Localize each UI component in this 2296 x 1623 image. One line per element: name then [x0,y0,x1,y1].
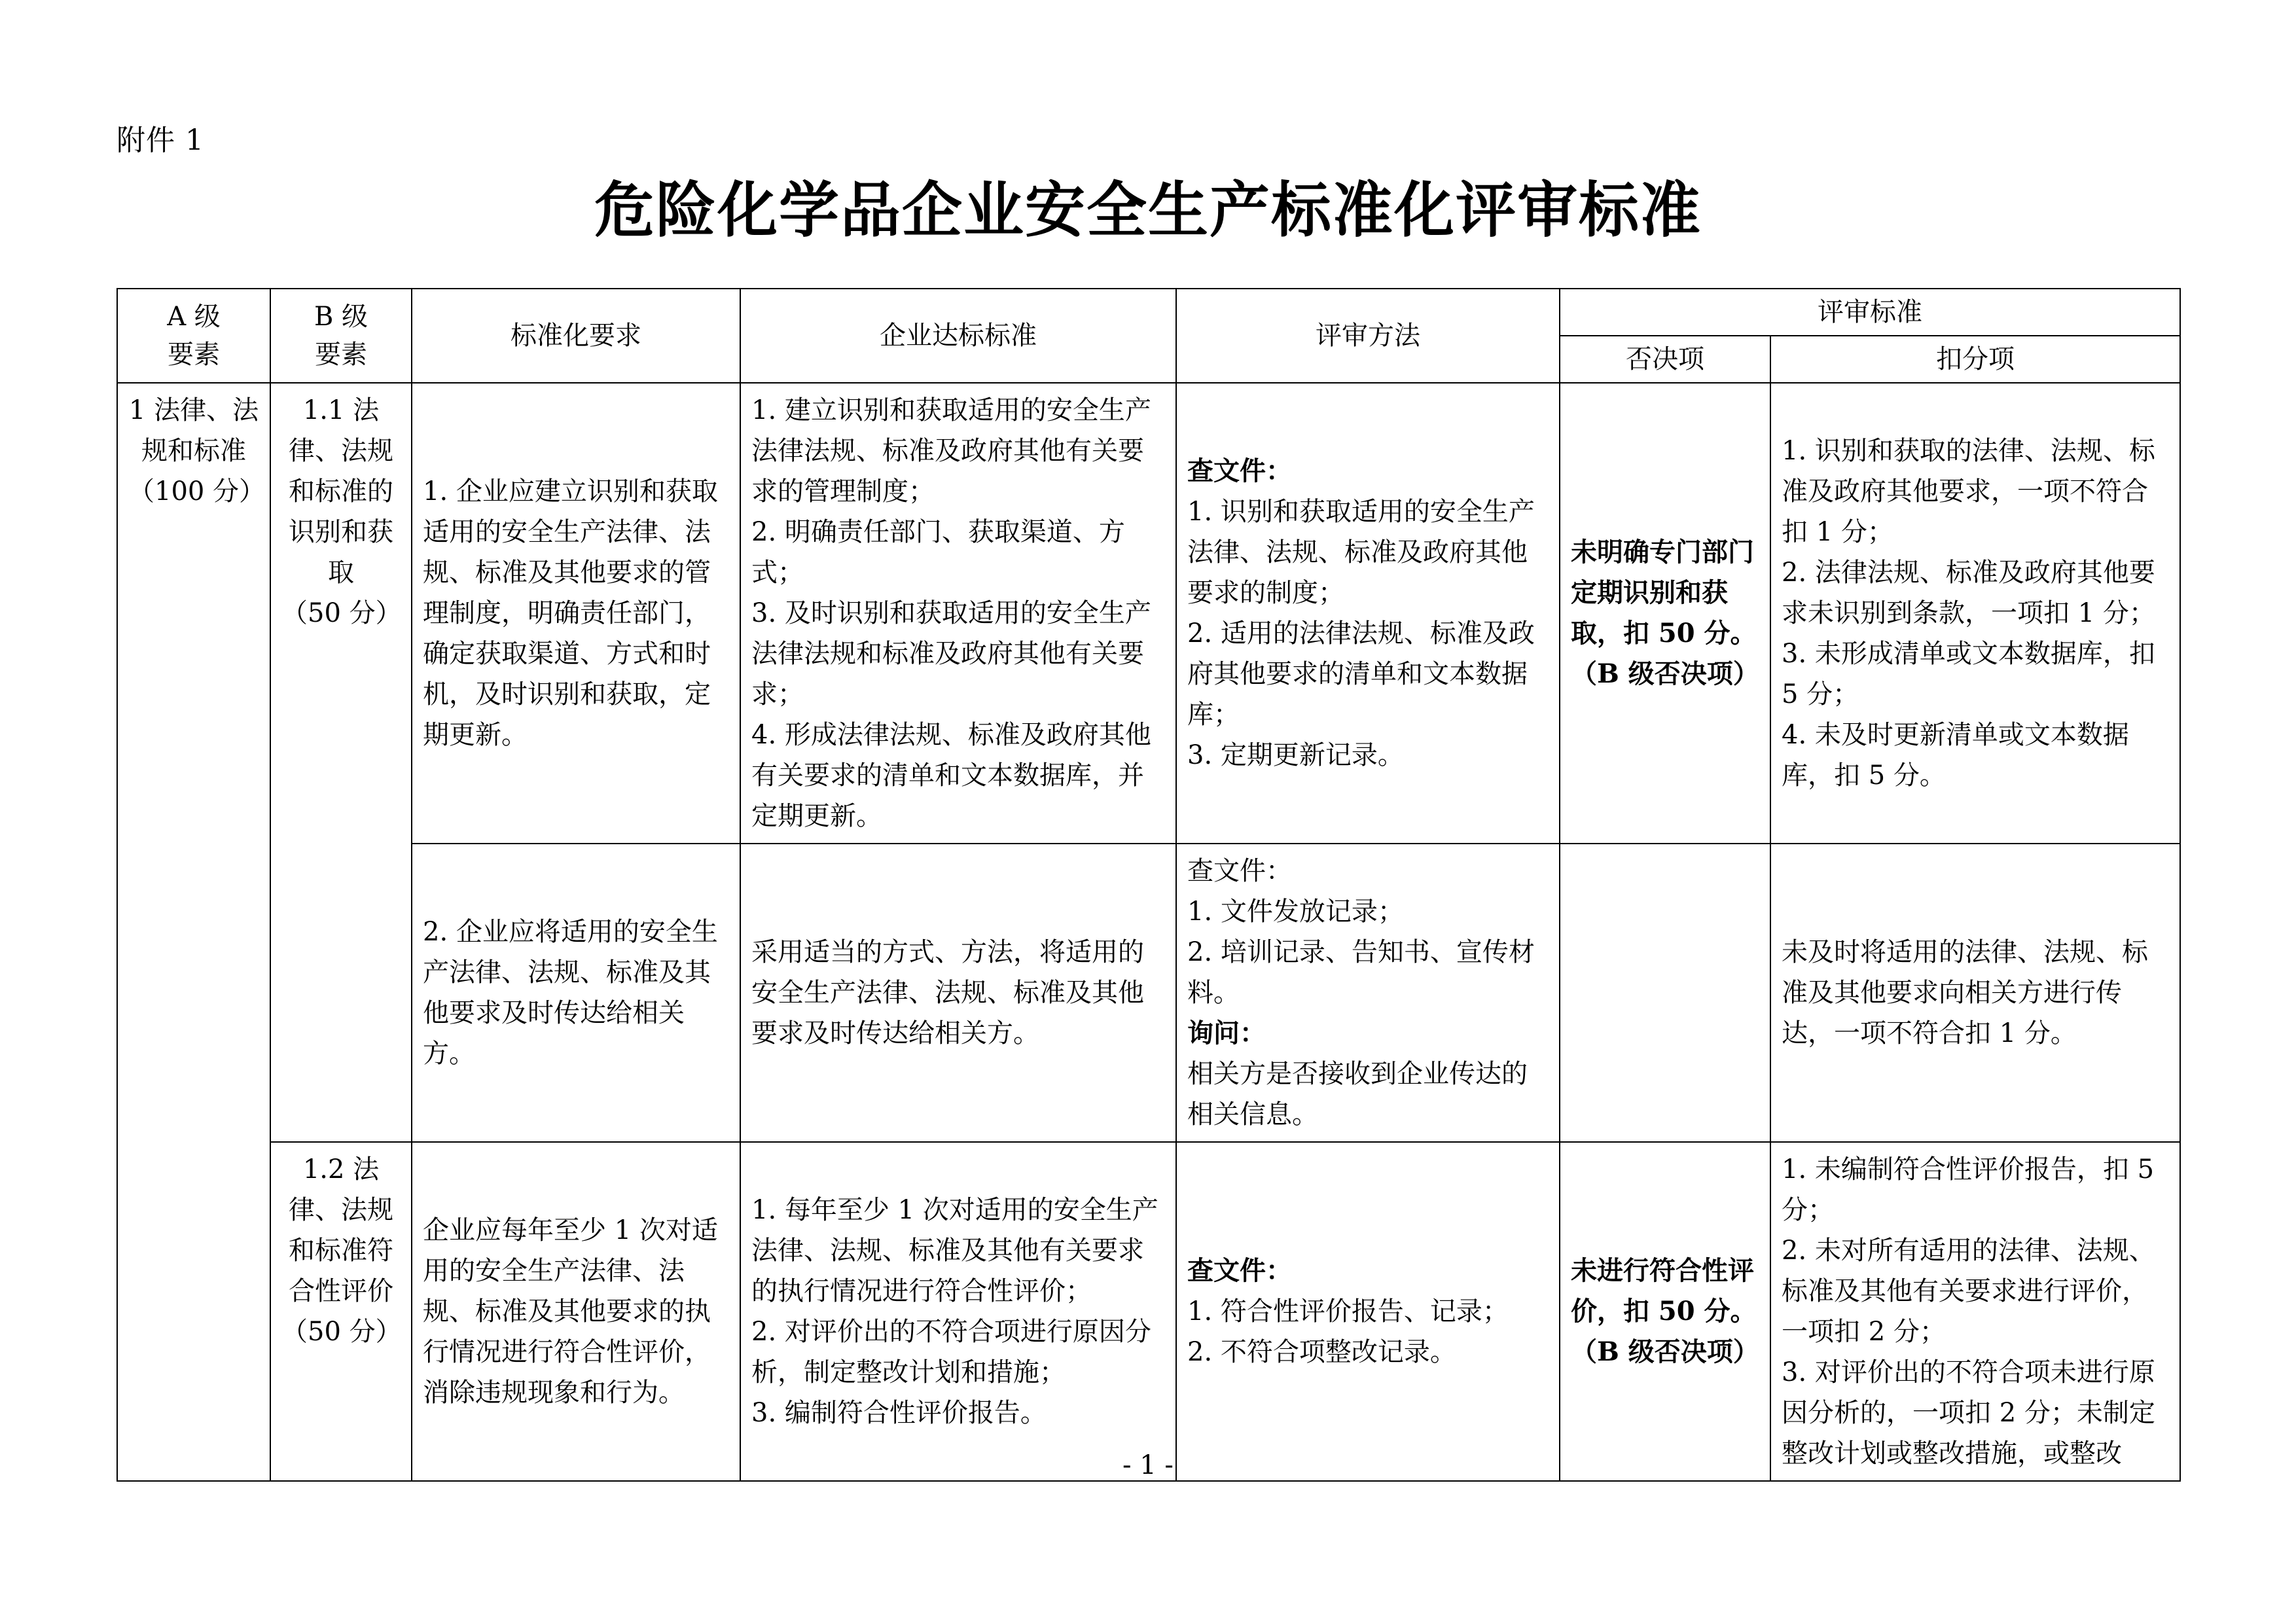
method-heading: 查文件： [1187,856,1292,886]
requirement-cell: 企业应每年至少 1 次对适用的安全生产法律、法规、标准及其他要求的执行情况进行符合性评价，消除违规现象和行为。 [412,1142,740,1481]
review-method-cell [1176,1142,1560,1481]
standard-item: 3. 及时识别和获取适用的安全生产法律法规和标准及政府其他有关要求； [751,598,1151,709]
enterprise-standard-cell [740,1142,1176,1481]
review-method-cell [1176,383,1560,844]
method-item: 3. 定期更新记录。 [1187,740,1404,770]
deduction-item: 4. 未及时更新清单或文本数据库，扣 5 分。 [1782,720,2129,791]
method-item: 2. 不符合项整改记录。 [1187,1337,1456,1367]
page-number: - 1 - [1122,1450,1174,1480]
method-item: 相关方是否接收到企业传达的相关信息。 [1187,1059,1528,1130]
header-deduction: 扣分项 [1770,336,2180,383]
method-item: 2. 培训记录、告知书、宣传材料。 [1187,937,1535,1008]
veto-cell: 未明确专门部门定期识别和获取，扣 50 分。（B 级否决项） [1560,383,1770,844]
table-row [117,844,2180,1142]
review-standard-table [117,288,2181,1482]
standard-item: 2. 对评价出的不符合项进行原因分析，制定整改计划和措施； [751,1317,1151,1387]
header-requirement: 标准化要求 [412,289,740,383]
veto-cell [1560,844,1770,1142]
document-title: 危险化学品企业安全生产标准化评审标准 [594,175,1702,245]
requirement-cell: 2. 企业应将适用的安全生产法律、法规、标准及其他要求及时传达给相关方。 [412,844,740,1142]
deduction-item: 3. 未形成清单或文本数据库，扣 5 分； [1782,639,2155,709]
deduction-item: 2. 法律法规、标准及政府其他要求未识别到条款，一项扣 1 分； [1782,558,2155,628]
deduction-item: 1. 识别和获取的法律、法规、标准及政府其他要求，一项不符合扣 1 分； [1782,436,2155,547]
deduction-cell [1770,1142,2180,1481]
header-review-method: 评审方法 [1176,289,1560,383]
deduction-cell [1770,383,2180,844]
table-row [117,1142,2180,1481]
enterprise-standard-cell [740,844,1176,1142]
table-row [117,383,2180,844]
deduction-item: 3. 对评价出的不符合项未进行原因分析的，一项扣 2 分；未制定整改计划或整改措施，或整改 [1782,1357,2155,1469]
deduction-item: 未及时将适用的法律、法规、标准及其他要求向相关方进行传达，一项不符合扣 1 分。 [1782,937,2148,1048]
veto-cell: 未进行符合性评价，扣 50 分。（B 级否决项） [1560,1142,1770,1481]
method-heading: 查文件： [1187,455,1292,486]
deduction-item: 2. 未对所有适用的法律、法规、标准及其他有关要求进行评价，一项扣 2 分； [1782,1236,2155,1347]
deduction-item: 1. 未编制符合性评价报告，扣 5 分； [1782,1154,2155,1225]
a-element-cell: 1 法律、法规和标准（100 分） [117,383,270,1481]
method-item: 1. 符合性评价报告、记录； [1187,1296,1509,1327]
header-enterprise-standard: 企业达标标准 [740,289,1176,383]
method-heading: 询问： [1187,1018,1266,1048]
method-item: 1. 识别和获取适用的安全生产法律、法规、标准及政府其他要求的制度； [1187,497,1535,608]
review-method-cell [1176,844,1560,1142]
header-b-level: B 级 要素 [270,289,412,383]
enterprise-standard-cell [740,383,1176,844]
b-element-cell: 1.1 法律、法规和标准的识别和获取 （50 分） [270,383,412,1142]
header-veto: 否决项 [1560,336,1770,383]
method-heading: 查文件： [1187,1255,1292,1286]
deduction-cell [1770,844,2180,1142]
header-row-1 [117,289,2180,336]
standard-item: 4. 形成法律法规、标准及政府其他有关要求的清单和文本数据库，并定期更新。 [751,720,1151,831]
method-item: 2. 适用的法律法规、标准及政府其他要求的清单和文本数据库； [1187,618,1535,730]
header-review-criteria: 评审标准 [1560,289,2180,336]
standard-item: 3. 编制符合性评价报告。 [751,1398,1047,1428]
b-element-cell: 1.2 法律、法规和标准符合性评价 （50 分） [270,1142,412,1481]
method-item: 1. 文件发放记录； [1187,897,1404,927]
standard-item: 采用适当的方式、方法，将适用的安全生产法律、法规、标准及其他要求及时传达给相关方。 [751,937,1144,1048]
standard-item: 1. 每年至少 1 次对适用的安全生产法律、法规、标准及其他有关要求的执行情况进行符合性评价； [751,1195,1158,1306]
header-a-level: A 级 要素 [117,289,270,383]
requirement-cell: 1. 企业应建立识别和获取适用的安全生产法律、法规、标准及其他要求的管理制度，明确责任部门，确定获取渠道、方式和时机，及时识别和获取，定期更新。 [412,383,740,844]
attachment-label: 附件 1 [117,124,204,157]
standard-item: 1. 建立识别和获取适用的安全生产法律法规、标准及政府其他有关要求的管理制度； [751,395,1151,507]
standard-item: 2. 明确责任部门、获取渠道、方式； [751,517,1125,588]
